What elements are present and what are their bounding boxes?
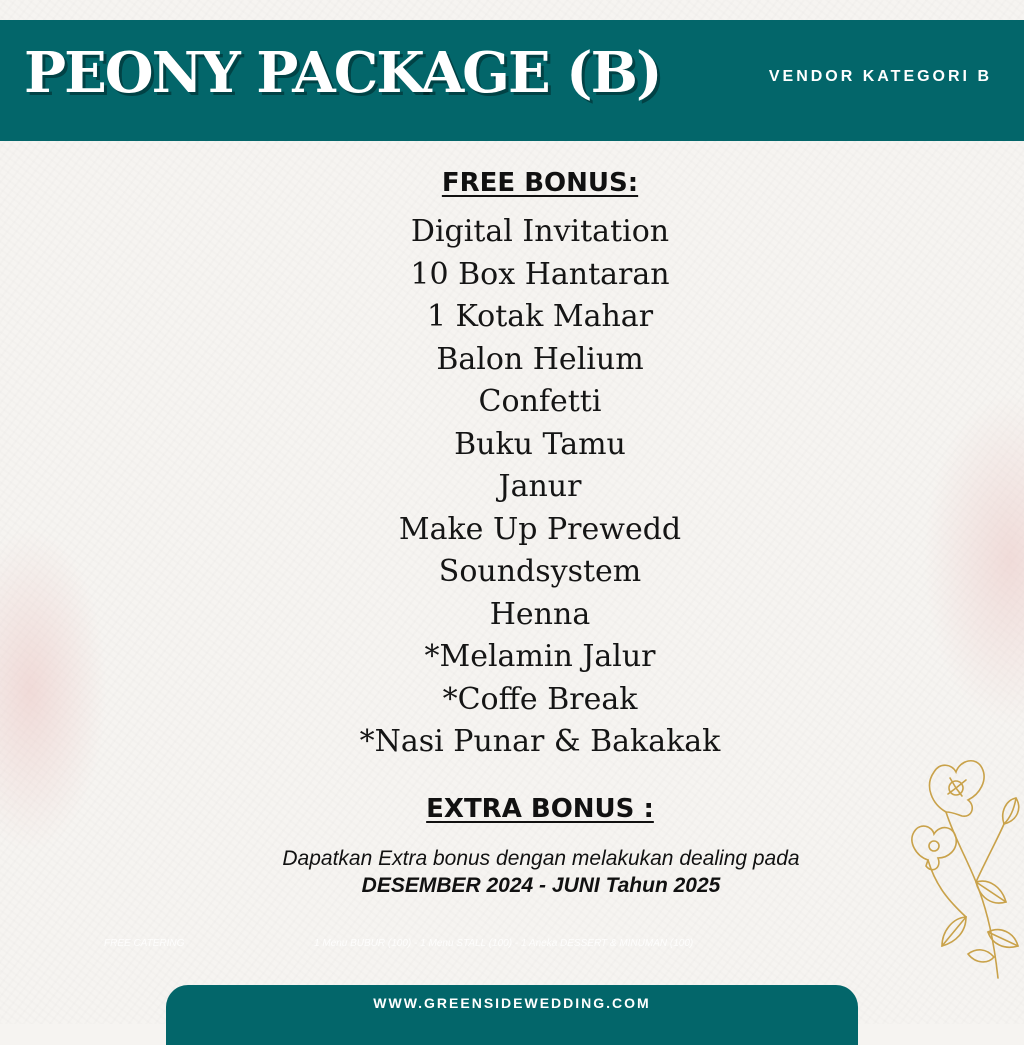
extra-bonus-heading: EXTRA BONUS : <box>426 794 654 824</box>
bonus-item: Balon Helium <box>436 341 644 377</box>
bonus-item: Janur <box>498 469 582 504</box>
free-bonus-heading: FREE BONUS: <box>441 168 639 198</box>
footer-banner <box>166 985 858 1045</box>
bonus-item: *Melamin Jalur <box>424 639 656 674</box>
package-title: PEONY PACKAGE (B) <box>24 40 661 106</box>
bonus-item: 10 Box Hantaran <box>410 256 670 292</box>
bonus-item: Digital Invitation <box>410 214 670 249</box>
faint-catering-label: FREE CATERING <box>104 938 185 949</box>
bonus-item: Make Up Prewedd <box>398 511 682 547</box>
vendor-category: VENDOR KATEGORI B <box>768 68 992 85</box>
extra-bonus-line: Dapatkan Extra bonus dengan melakukan dealing pada <box>282 847 800 870</box>
free-bonus-list <box>0 211 1024 764</box>
website-link[interactable]: WWW.GREENSIDEWEDDING.COM <box>373 995 651 1011</box>
gold-line-flower-icon <box>906 742 1024 980</box>
bonus-item: *Nasi Punar & Bakakak <box>359 724 721 759</box>
bonus-item: Soundsystem <box>438 554 642 589</box>
bonus-item: Buku Tamu <box>454 426 626 462</box>
bonus-item: Henna <box>489 596 591 632</box>
faint-catering-menu: 1 Menu BUBUR (100) - 1 Menu STALL (100) - 1 Aneka DESSERT & MINUMAN (100) <box>314 938 694 949</box>
extra-bonus-description <box>0 845 1024 899</box>
bonus-item: *Coffe Break <box>442 681 638 717</box>
extra-bonus-period: DESEMBER 2024 - JUNI Tahun 2025 <box>361 874 721 897</box>
bonus-item: 1 Kotak Mahar <box>426 299 654 334</box>
bonus-item: Confetti <box>478 384 602 419</box>
